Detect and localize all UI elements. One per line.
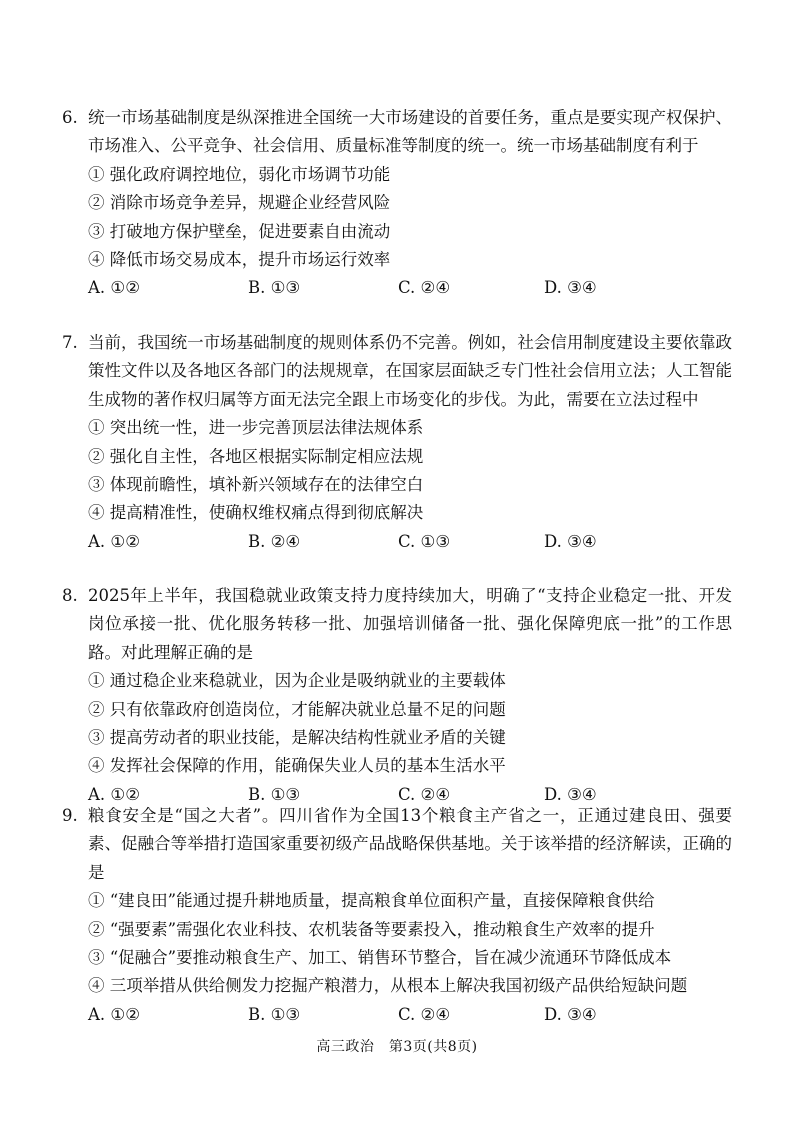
question-9 xyxy=(62,802,732,1029)
option-d: D. ③④ xyxy=(544,1004,597,1024)
statement-4: ④ 三项举措从供给侧发力挖掘产粮潜力，从根本上解决我国初级产品供给短缺问题 xyxy=(88,976,688,996)
option-b: B. ①③ xyxy=(248,1004,301,1024)
question-stem: 当前，我国统一市场基础制度的规则体系仍不完善。例如，社会信用制度建设主要依靠政策性文件以及各地区各部门的法规规章，在国家层面缺乏专门性社会信用立法；人工智能生成物的著作权归属等方面无法完全跟上市场变化的步伐。为此，需要在立法过程中 xyxy=(88,333,732,409)
statement-1: ① “建良田”能通过提升耕地质量，提高粮食单位面积产量，直接保障粮食供给 xyxy=(88,891,655,911)
option-c: C. ②④ xyxy=(398,278,451,298)
statement-3: ③ 体现前瞻性，填补新兴领域存在的法律空白 xyxy=(88,475,424,495)
option-a: A. ①② xyxy=(88,278,140,298)
statement-2: ② 只有依靠政府创造岗位，才能解决就业总量不足的问题 xyxy=(88,699,506,719)
option-c: C. ①③ xyxy=(398,531,451,551)
option-c: C. ②④ xyxy=(398,784,451,804)
question-number: 6. xyxy=(62,108,78,127)
question-stem: 粮食安全是“国之大者”。四川省作为全国13个粮食主产省之一，正通过建良田、强要素、促融合等举措打造国家重要初级产品战略保供基地。关于该举措的经济解读，正确的是 xyxy=(88,806,732,882)
question-number: 8. xyxy=(62,586,78,605)
statement-3: ③ 打破地方保护壁垒，促进要素自由流动 xyxy=(88,221,391,241)
question-8 xyxy=(62,582,732,809)
statement-4: ④ 发挥社会保障的作用，能确保失业人员的基本生活水平 xyxy=(88,756,506,776)
option-d: D. ③④ xyxy=(544,531,597,551)
option-a: A. ①② xyxy=(88,784,140,804)
question-stem: 统一市场基础制度是纵深推进全国统一大市场建设的首要任务，重点是要实现产权保护、市场准入、公平竞争、社会信用、质量标准等制度的统一。统一市场基础制度有利于 xyxy=(88,108,732,156)
question-stem: 2025年上半年，我国稳就业政策支持力度持续加大，明确了“支持企业稳定一批、开发岗位承接一批、优化服务转移一批、加强培训储备一批、强化保障兜底一批”的工作思路。对此理解正确的是 xyxy=(88,586,732,662)
question-number: 9. xyxy=(62,806,78,825)
answer-options xyxy=(88,1001,732,1029)
statement-3: ③ 提高劳动者的职业技能，是解决结构性就业矛盾的关键 xyxy=(88,728,506,748)
statement-1: ① 强化政府调控地位，弱化市场调节功能 xyxy=(88,164,391,184)
option-b: B. ①③ xyxy=(248,278,301,298)
statement-1: ① 突出统一性，进一步完善顶层法律法规体系 xyxy=(88,418,424,438)
option-a: A. ①② xyxy=(88,1004,140,1024)
question-7 xyxy=(62,329,732,556)
answer-options xyxy=(88,274,732,302)
statement-2: ② 强化自主性，各地区根据实际制定相应法规 xyxy=(88,446,424,466)
question-6 xyxy=(62,104,732,303)
option-b: B. ①③ xyxy=(248,784,301,804)
option-a: A. ①② xyxy=(88,531,140,551)
question-number: 7. xyxy=(62,333,78,352)
statement-2: ② 消除市场竞争差异，规避企业经营风险 xyxy=(88,193,391,213)
option-b: B. ②④ xyxy=(248,531,301,551)
statement-2: ② “强要素”需强化农业科技、农机装备等要素投入，推动粮食生产效率的提升 xyxy=(88,919,655,939)
statement-1: ① 通过稳企业来稳就业，因为企业是吸纳就业的主要载体 xyxy=(88,671,506,691)
option-c: C. ②④ xyxy=(398,1004,451,1024)
option-d: D. ③④ xyxy=(544,784,597,804)
statement-3: ③ “促融合”要推动粮食生产、加工、销售环节整合，旨在减少流通环节降低成本 xyxy=(88,948,672,968)
option-d: D. ③④ xyxy=(544,278,597,298)
statement-4: ④ 降低市场交易成本，提升市场运行效率 xyxy=(88,250,391,270)
statement-4: ④ 提高精准性，使确权维权痛点得到彻底解决 xyxy=(88,503,424,523)
answer-options xyxy=(88,528,732,556)
page-footer: 高三政治 第3页(共8页) xyxy=(316,1039,478,1055)
